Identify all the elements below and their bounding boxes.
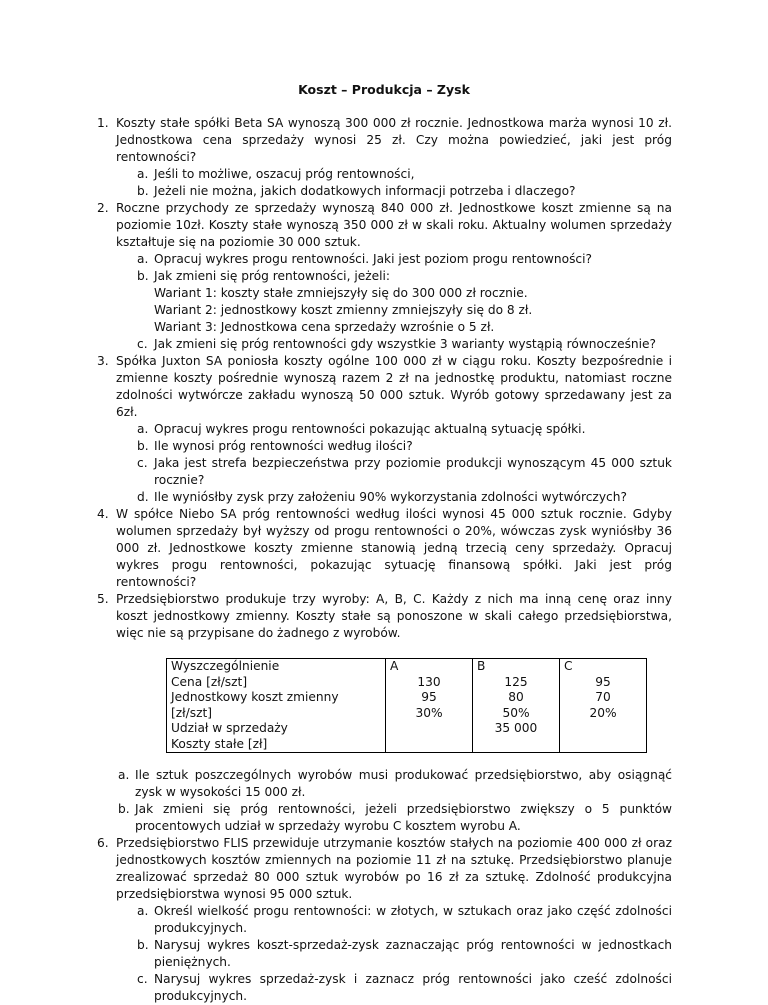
sub-text: Jak zmieni się próg rentowności gdy wszystkie 3 warianty wystąpią równocześnie?: [154, 337, 657, 351]
question-number: 5.: [97, 592, 109, 606]
table-label: Cena [zł/szt]: [171, 674, 248, 689]
sub-text: Określ wielkość progu rentowności: w złotych, w sztukach oraz jako część zdolności produkcyjnych.: [154, 904, 672, 935]
table-cell: 80: [508, 690, 524, 704]
question-text: Przedsiębiorstwo produkuje trzy wyroby: A, B, C. Każdy z nich ma inną cenę oraz inny koszt jednostkowy zmienny. Koszty stałe są ponoszone w skali całego przedsiębiorstwa, więc nie są przypisane do żadnego z wyrobów.: [116, 592, 672, 640]
sub-letter: d.: [137, 490, 149, 504]
table-column-c: [560, 659, 647, 753]
sub-text: Opracuj wykres progu rentowności pokazując aktualną sytuację spółki.: [154, 422, 586, 436]
variant-text: Wariant 3: Jednostkowa cena sprzedaży wzrośnie o 5 zł.: [154, 320, 495, 334]
table-label: Koszty stałe [zł]: [171, 736, 268, 751]
question-2: [97, 200, 672, 251]
sub-text: Ile wyniósłby zysk przy założeniu 90% wykorzystania zdolności wytwórczych?: [154, 490, 627, 504]
sub-letter: b.: [137, 269, 149, 283]
table-cell: 95: [595, 674, 611, 689]
document-body: [97, 115, 672, 1005]
question-5-b: [118, 801, 672, 835]
sub-text: Opracuj wykres progu rentowności. Jaki jest poziom progu rentowności?: [154, 252, 592, 266]
question-3-a: [137, 421, 672, 438]
variant-text: Wariant 2: jednostkowy koszt zmienny zmniejszyły się do 8 zł.: [154, 303, 533, 317]
sub-letter: a.: [118, 768, 130, 782]
table-label-column: [167, 659, 386, 753]
sub-text: Ile wynosi próg rentowności według ilości?: [154, 439, 413, 453]
table-cell: 130: [417, 674, 441, 689]
question-text: Roczne przychody ze sprzedaży wynoszą 840 000 zł. Jednostkowe koszt zmienne są na poziomie 10zł. Koszty stałe wynoszą 350 000 zł w skali roku. Aktualny wolumen sprzedaży kształtuje się na poziomie 30 000 sztuk.: [116, 201, 672, 249]
sub-letter: b.: [137, 439, 149, 453]
question-2-b: [137, 268, 672, 285]
question-1-b: [137, 183, 672, 200]
table-cell: 30%: [415, 705, 443, 720]
document-title: Koszt – Produkcja – Zysk: [298, 82, 470, 97]
sub-letter: a.: [137, 252, 149, 266]
question-number: 4.: [97, 507, 109, 521]
sub-text: Jeżeli nie można, jakich dodatkowych informacji potrzeba i dlaczego?: [154, 184, 576, 198]
table-cell: [564, 721, 642, 737]
table-cell: 20%: [589, 705, 617, 720]
table-label: Wyszczególnienie: [171, 659, 280, 673]
sub-letter: c.: [137, 972, 148, 986]
question-text: Przedsiębiorstwo FLIS przewiduje utrzymanie kosztów stałych na poziomie 400 000 zł oraz jednostkowych kosztów zmiennych na poziomie 11 zł na sztukę. Przedsiębiorstwo planuje zrealizować sprzedaż 80 000 sztuk wyrobów po 16 zł za sztukę. Zdolność produkcyjna przedsiębiorstwa wynosi 95 000 sztuk.: [116, 836, 672, 901]
question-1-a: [137, 166, 672, 183]
sub-text: Jak zmieni się próg rentowności, jeżeli przedsiębiorstwo zwiększy o 5 punktów procentowych udział w sprzedaży wyrobu C kosztem wyrobu A.: [135, 802, 672, 833]
question-number: 6.: [97, 836, 109, 850]
question-6-c: [137, 971, 672, 1005]
sub-letter: b.: [137, 938, 149, 952]
sub-letter: c.: [137, 337, 148, 351]
table-column-b: [473, 659, 560, 753]
table-label: Jednostkowy koszt zmienny [zł/szt]: [171, 690, 339, 720]
table-cell: [390, 721, 468, 737]
table-cell: 50%: [502, 705, 530, 720]
sub-text: Narysuj wykres koszt-sprzedaż-zysk zaznaczając próg rentowności w jednostkach pieniężnych.: [154, 938, 672, 969]
table-header: C: [564, 659, 573, 673]
table-cell: 125: [504, 674, 528, 689]
question-6-a: [137, 903, 672, 937]
products-table: [166, 658, 647, 753]
question-2-variant-1: [154, 285, 672, 302]
question-2-a: [137, 251, 672, 268]
question-5: [97, 591, 672, 642]
question-6: [97, 835, 672, 903]
question-number: 3.: [97, 354, 109, 368]
question-text: Spółka Juxton SA poniosła koszty ogólne 100 000 zł w ciągu roku. Koszty bezpośrednie i zmienne koszty pośrednie wynoszą razem 2 zł na jednostkę produktu, natomiast roczne zdolności wytwórcze zakładu wynoszą 50 000 sztuk. Wyrób gotowy sprzedawany jest za 6zł.: [116, 354, 672, 419]
sub-letter: c.: [137, 456, 148, 470]
table-cell: 70: [595, 690, 611, 704]
question-1: [97, 115, 672, 166]
question-text: W spółce Niebo SA próg rentowności według ilości wynosi 45 000 sztuk rocznie. Gdyby wolumen sprzedaży był wyższy od progu rentowności o 20%, wówczas zysk wyniósłby 36 000 zł. Jednostkowe koszty zmienne stanowią jedną trzecią ceny sprzedaży. Opracuj wykres progu rentowności, pokazując sytuację finansową spółki. Jaki jest próg rentowności?: [116, 507, 672, 589]
question-number: 2.: [97, 201, 109, 215]
table-header: B: [477, 659, 486, 673]
question-text: Koszty stałe spółki Beta SA wynoszą 300 000 zł rocznie. Jednostkowa marża wynosi 10 zł. Jednostkowa cena sprzedaży wynosi 25 zł. Czy można powiedzieć, jaki jest próg rentowności?: [116, 116, 672, 164]
question-2-variant-3: [154, 319, 672, 336]
table-cell: 35 000: [494, 721, 538, 735]
question-6-b: [137, 937, 672, 971]
table-label: Udział w sprzedaży: [171, 721, 288, 735]
question-4: [97, 506, 672, 591]
sub-letter: b.: [118, 802, 130, 816]
sub-text: Ile sztuk poszczególnych wyrobów musi produkować przedsiębiorstwo, aby osiągnąć zysk w wysokości 15 000 zł.: [135, 768, 672, 799]
question-3-d: [137, 489, 672, 506]
variant-text: Wariant 1: koszty stałe zmniejszyły się do 300 000 zł rocznie.: [154, 286, 528, 300]
sub-text: Jeśli to możliwe, oszacuj próg rentowności,: [154, 167, 415, 181]
question-5-a: [118, 767, 672, 801]
question-3-c: [137, 455, 672, 489]
table-header: A: [390, 659, 399, 673]
question-3-b: [137, 438, 672, 455]
sub-text: Jaka jest strefa bezpieczeństwa przy poziomie produkcji wynoszącym 45 000 sztuk rocznie?: [154, 456, 672, 487]
sub-text: Jak zmieni się próg rentowności, jeżeli:: [154, 269, 390, 283]
question-3: [97, 353, 672, 421]
question-number: 1.: [97, 116, 109, 130]
sub-letter: a.: [137, 422, 149, 436]
table-column-a: [386, 659, 473, 753]
question-2-c: [137, 336, 672, 353]
table-cell: 95: [421, 690, 437, 704]
sub-letter: a.: [137, 904, 149, 918]
sub-letter: a.: [137, 167, 149, 181]
sub-text: Narysuj wykres sprzedaż-zysk i zaznacz próg rentowności jako cześć zdolności produkcyjnych.: [154, 972, 672, 1003]
sub-letter: b.: [137, 184, 149, 198]
question-2-variant-2: [154, 302, 672, 319]
